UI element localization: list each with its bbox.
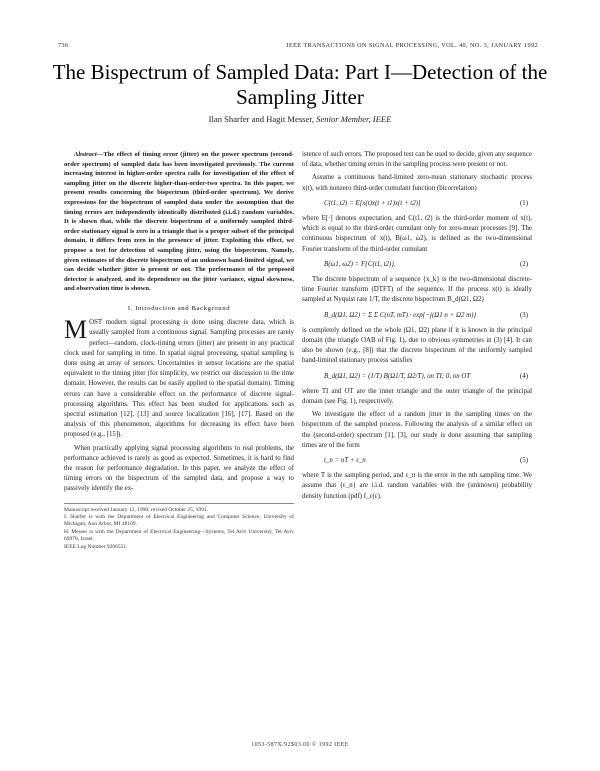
left-column <box>64 150 294 551</box>
equation-3-body: B_d(Ω1, Ω2) = Σ Σ C(nT, mT) · exp{−j(Ω1 n + Ω2 m)} <box>324 311 477 319</box>
intro-text-1: OST modern signal processing is done using discrete data, which is usually sampled from a continuous signal. Sampling processes are rarely perfect—random, clock-timing errors (jitter) are present in any practical clock used for sampling in time. In spatial signal processing, spatial sampling is done using an array of sensors. Uncertainties in sensor locations are the spatial equivalent to the timing jitter (for simplicity, we restrict our discussion to the time domain. However, the results can be easily applied to the spatial domain). Timing errors can have a considerable effect on the performance of discrete signal-processing algorithms. This effect has been studied for applications such as spectral estimation [12], [13] and source localization [16], [17]. Based on the analysis of this phenomenon, algorithms for decreasing its effect have been proposed (e.g., [15]). <box>64 319 294 439</box>
section-heading: I. Introduction and Background <box>127 304 231 312</box>
equation-4-body: B_d(Ω1, Ω2) = (1/T) B(Ω1/T, Ω2/T), on TI; 0, on OT <box>324 372 471 380</box>
equation-1-body: C(t1, t2) = E[x(t)x(t + t1)x(t + t2)] <box>324 199 421 207</box>
right-paragraph-8: where T is the sampling period, and ε_n is the error in the nth sampling time. We assume that {ε_n} are i.i.d. random variables with the (unknown) probability density function (pdf) f_ε(ε). <box>302 472 532 500</box>
equation-5-number: (5) <box>519 457 528 465</box>
equation-4 <box>324 372 532 382</box>
journal-line: IEEE TRANSACTIONS ON SIGNAL PROCESSING, VOL. 40, NO. 3, JANUARY 1992 <box>286 42 538 49</box>
footnote: IEEE Log Number 9206551. <box>64 543 128 550</box>
equation-5 <box>324 456 532 466</box>
equation-5-body: t_n = nT + ε_n <box>324 457 366 465</box>
running-header <box>58 42 538 49</box>
equation-2-body: B(ω1, ω2) = F{C(t1, t2)}. <box>324 260 396 268</box>
footnote: Manuscript received January 12, 1990; revised October 25, 1991. <box>64 506 209 513</box>
right-column <box>302 150 532 505</box>
abstract <box>64 150 294 294</box>
right-paragraph-2: Assume a continuous band-limited zero-mean stationary stochastic process x(t), with nonzero third-order cumulant function (bicorrelation) <box>302 174 532 192</box>
footnote: H. Messer is with the Department of Electrical Engineering—Systems, Tel Aviv University, Tel Aviv 69978, Israel. <box>64 528 294 543</box>
equation-1-number: (1) <box>519 199 528 207</box>
page-number: 736 <box>58 42 69 49</box>
equation-3 <box>324 311 532 321</box>
intro-paragraph-1 <box>64 315 294 440</box>
author-names: Ilan Sharfer and Hagit Messer, <box>208 114 315 124</box>
intro-paragraph-2: When practically applying signal processing algorithms to real problems, the performance achieved is rarely as good as expected. Sometimes, it is hard to find the reason for performance degradation. In this paper, we analyze the effect of timing errors on the bispectrum of the sampled data, and propose a way to passively identify the ex- <box>64 444 294 493</box>
copyright-footer: 1053-587X/92$03.00 © 1992 IEEE <box>251 742 349 748</box>
right-paragraph-6: where TI and OT are the inner triangle and the outer triangle of the principal domain (see Fig. 1), respectively. <box>302 387 532 406</box>
abstract-lead: Abstract— <box>74 151 104 158</box>
footnotes <box>64 503 294 551</box>
right-paragraph-1: istence of such errors. The proposed test can be used to decide, given any sequence of data, whether timing errors in the sampling process were present or not. <box>302 151 532 169</box>
drop-cap: M <box>64 315 88 345</box>
abstract-text: The effect of timing error (jitter) on the power spectrum (second-order spectrum) of sampled data has been investigated previously. The current increasing interest in higher-order spectra calls for investigation of the effect of sampling jitter on the discrete higher-than-order-two spectra. In this paper, we present results concerning the bispectrum (third-order spectrum). We derive expressions for the bispectrum of sampled data under the assumption that the timing errors are independently identically distributed (i.i.d.) random variables. It is shown that, while the discrete bispectrum of a uniformly sampled third-order stationary signal is zero in a triangle that is a proper subset of the principal domain, it differs from zero in the presence of jitter. Exploiting this effect, we propose a test for detection of sampling jitter, using the bispectrum. Namely, given estimates of the discrete bispectrum of an unknown band-limited signal, we can decide whether jitter is present or not. The performance of the proposed detector is analyzed, and its dependence on the jitter variance, signal skewness, and observation time is shown. <box>64 151 294 293</box>
equation-2 <box>324 260 532 270</box>
right-paragraph-5: is completely defined on the whole (Ω1, Ω2) plane if it is known in the principal domain (the triangle OAB of Fig. 1), due to obvious symmetries in (3) [4]. It can also be shown (e.g., [8]) that the discrete bispectrum of the uniformly sampled band-limited stationary process satisfies <box>302 326 532 365</box>
author-line <box>0 114 600 124</box>
paper-title: The Bispectrum of Sampled Data: Part I—Detection of the Sampling Jitter <box>52 60 548 109</box>
equation-3-number: (3) <box>519 311 528 319</box>
right-paragraph-7: We investigate the effect of a random jitter in the sampling times on the bispectrum of the sampled process. Following the analysis of a similar effect on the (second-order) spectrum [1], [3], our study is done assuming that sampling times are of the form <box>302 411 532 449</box>
author-role: Senior Member, IEEE <box>316 114 392 124</box>
equation-2-number: (2) <box>519 260 528 268</box>
equation-4-number: (4) <box>519 372 528 380</box>
right-paragraph-4: The discrete bispectrum of a sequence {x_k} is the two-dimensional discrete-time Fourier transform (DTFT) of the sequence. If the process x(t) is ideally sampled at Nyquist rate 1/T, the discrete bispectrum B_d(Ω1, Ω2) <box>302 276 532 304</box>
right-paragraph-3: where E[·] denotes expectation, and C(t1, t2) is the third-order moment of x(t), which is equal to the third-order cumulant only for zero-mean processes [9]. The continuous bispectrum of x(t), B(ω1, ω2), is defined as the two-dimensional Fourier transform of the third-order cumulant <box>302 215 532 253</box>
footnote: I. Sharfer is with the Department of Electrical Engineering and Computer Science, University of Michigan, Ann Arbor, MI 48109. <box>64 513 294 528</box>
equation-1 <box>324 199 532 209</box>
